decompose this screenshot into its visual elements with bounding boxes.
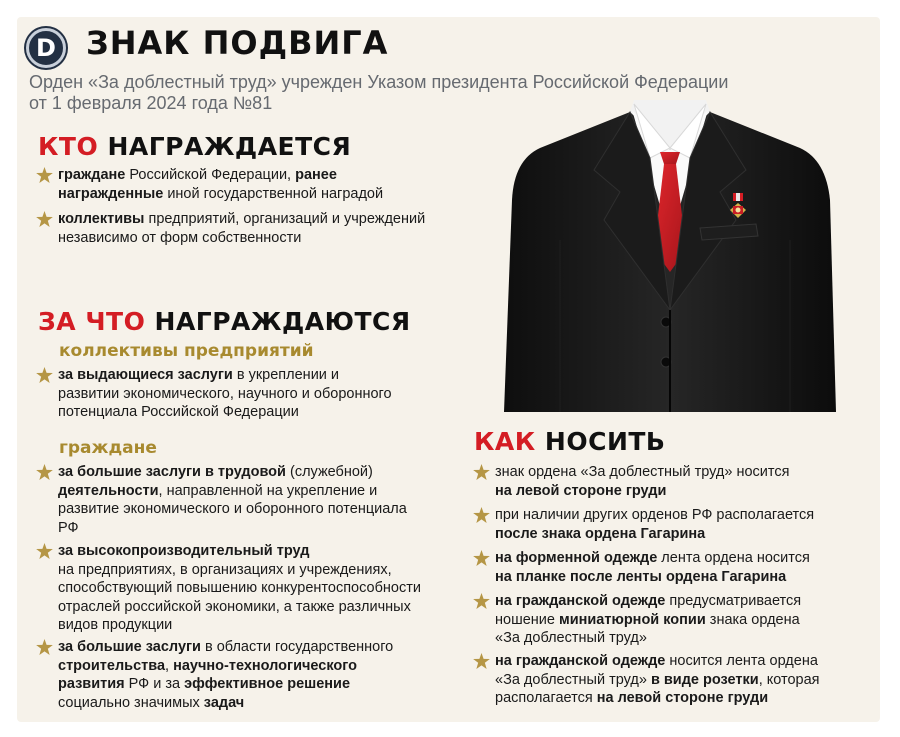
star-icon <box>36 367 53 383</box>
section-heading-for-what: ЗА ЧТО НАГРАЖДАЮТСЯ <box>38 307 411 336</box>
subheading-citizens: граждане <box>59 438 157 458</box>
star-icon <box>473 653 490 669</box>
subtitle-line: от 1 февраля 2024 года №81 <box>29 93 273 113</box>
list-item: знак ордена «За доблестный труд» носится на левой стороне груди <box>495 463 875 500</box>
suit-illustration <box>500 100 840 412</box>
list-item: граждане Российской Федерации, ранее награжденные иной государственной наградой <box>58 166 458 203</box>
star-icon <box>473 550 490 566</box>
star-icon <box>36 211 53 227</box>
star-icon <box>473 464 490 480</box>
list-item: на гражданской одежде носится лента ордена «За доблестный труд» в виде розетки, которая располагается на левой стороне груди <box>495 652 875 708</box>
star-icon <box>36 464 53 480</box>
section-heading-how: КАК НОСИТЬ <box>474 427 666 456</box>
star-icon <box>473 593 490 609</box>
section-heading-who: КТО НАГРАЖДАЕТСЯ <box>38 132 352 161</box>
star-icon <box>36 543 53 559</box>
subtitle-line: Орден «За доблестный труд» учрежден Указом президента Российской Федерации <box>29 72 729 92</box>
star-icon <box>36 639 53 655</box>
list-item: на форменной одежде лента ордена носится на планке после ленты ордена Гагарина <box>495 549 875 586</box>
list-item: за выдающиеся заслуги в укреплении и развитии экономического, научного и оборонного потенциала Российской Федерации <box>58 366 458 422</box>
subheading-collectives: коллективы предприятий <box>59 341 314 361</box>
list-item: коллективы предприятий, организаций и учреждений независимо от форм собственности <box>58 210 478 247</box>
list-item: за большие заслуги в области государственного строительства, научно-технологического развития РФ и за эффективное решение социально значимых задач <box>58 638 458 712</box>
logo-badge: D <box>26 28 66 68</box>
list-item: за высокопроизводительный труд на предприятиях, в организациях и учреждениях, способствующий повышению конкурентоспособности отраслей российской экономики, а также различных видов продукции <box>58 542 458 635</box>
list-item: за большие заслуги в трудовой (служебной) деятельности, направленной на укрепление и развитие экономического и оборонного потенциала РФ <box>58 463 458 537</box>
star-icon <box>36 167 53 183</box>
page-title: ЗНАК ПОДВИГА <box>86 24 389 62</box>
list-item: на гражданской одежде предусматривается ношение миниатюрной копии знака ордена «За доблестный труд» <box>495 592 875 648</box>
star-icon <box>473 507 490 523</box>
list-item: при наличии других орденов РФ располагается после знака ордена Гагарина <box>495 506 875 543</box>
